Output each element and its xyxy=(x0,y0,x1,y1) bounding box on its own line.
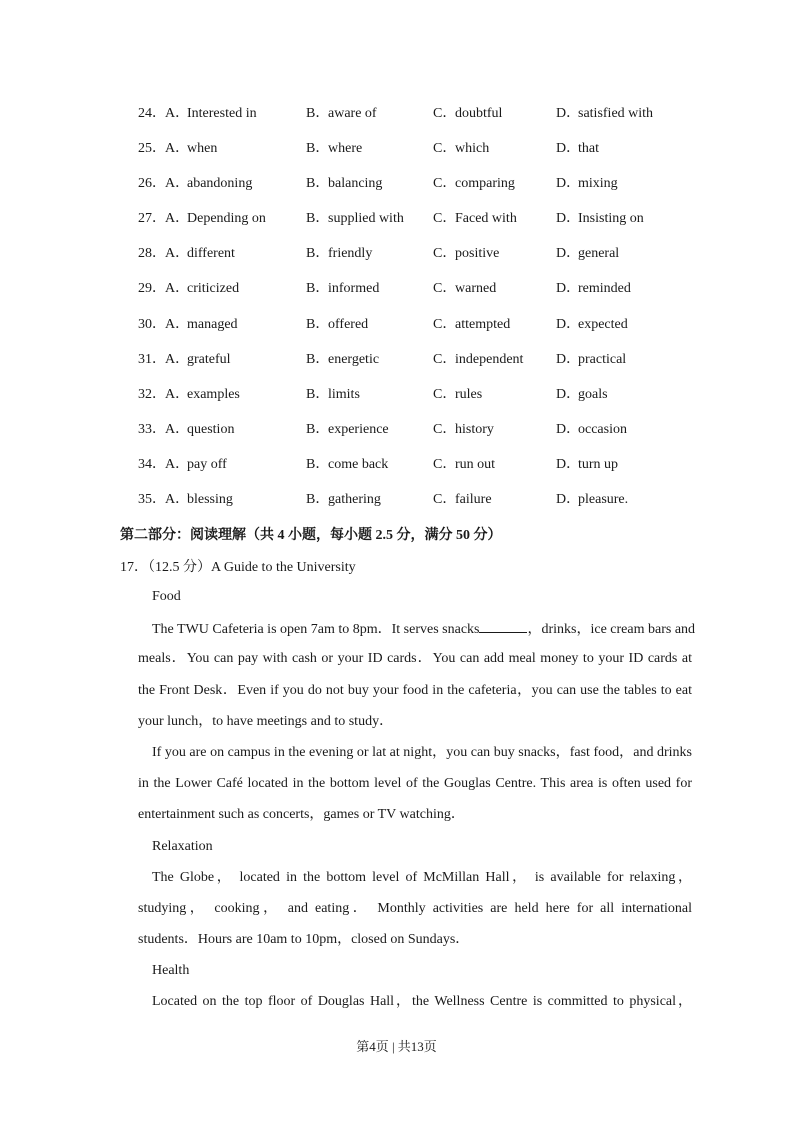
option-c: C．warned xyxy=(433,281,497,297)
option-a: A．Interested in xyxy=(165,106,257,121)
passage-line: students．Hours are 10am to 10pm，closed on Sundays． xyxy=(138,932,470,948)
option-row xyxy=(138,315,758,350)
question-number: 32． xyxy=(138,386,166,402)
option-b: B．where xyxy=(306,141,363,157)
option-d: D．pleasure. xyxy=(556,492,629,508)
passage-line: your lunch，to have meetings and to study． xyxy=(138,713,394,729)
option-a: A．managed xyxy=(165,316,238,332)
option-row xyxy=(138,350,758,385)
option-a: A．when xyxy=(165,141,218,157)
option-a: A．pay off xyxy=(165,456,227,472)
question-number: 28． xyxy=(138,246,166,262)
option-d: D．that xyxy=(556,141,599,157)
passage-line: the Front Desk．Even if you do not buy your food in the cafeteria，you can use the tables to eat xyxy=(138,682,692,698)
option-row xyxy=(138,490,758,525)
option-c: C．rules xyxy=(433,386,483,402)
option-c: C．doubtful xyxy=(433,106,503,121)
option-d: D．reminded xyxy=(556,281,631,297)
option-row xyxy=(138,209,758,244)
question-number: 29． xyxy=(138,281,166,297)
option-c: C．comparing xyxy=(433,176,515,192)
subheading-relaxation: Relaxation xyxy=(152,838,213,854)
question-number: 34． xyxy=(138,456,166,472)
question-number: 33． xyxy=(138,421,166,437)
option-c: C．positive xyxy=(433,246,500,262)
option-d: D．satisfied with xyxy=(556,106,654,121)
option-b: B．come back xyxy=(306,456,389,472)
option-c: C．history xyxy=(433,421,494,437)
option-row xyxy=(138,139,758,174)
option-row xyxy=(138,279,758,314)
question-number: 24． xyxy=(138,106,166,121)
option-b: B．limits xyxy=(306,386,360,402)
option-a: A．blessing xyxy=(165,492,233,508)
page-footer: 第4页 | 共13页 xyxy=(356,1039,437,1054)
option-d: D．expected xyxy=(556,316,628,332)
option-b: B．offered xyxy=(306,316,369,332)
option-row xyxy=(138,174,758,209)
option-a: A．grateful xyxy=(165,351,231,367)
option-b: B．experience xyxy=(306,421,389,437)
option-row xyxy=(138,455,758,490)
question-heading: 17．（12.5 分）A Guide to the University xyxy=(120,560,356,575)
answer-options xyxy=(138,104,758,525)
subheading-health: Health xyxy=(152,963,190,979)
option-c: C．which xyxy=(433,141,490,157)
passage-line: entertainment such as concerts，games or TV watching． xyxy=(138,807,465,823)
option-d: D．turn up xyxy=(556,456,619,472)
option-d: D．general xyxy=(556,246,620,262)
option-d: D．goals xyxy=(556,386,608,402)
option-b: B．balancing xyxy=(306,176,383,192)
option-a: A．Depending on xyxy=(165,211,266,227)
option-b: B．friendly xyxy=(306,246,373,262)
passage-line: in the Lower Café located in the bottom level of the Gouglas Centre. This area is often used for xyxy=(138,776,692,792)
option-a: A．abandoning xyxy=(165,176,253,192)
option-b: B．gathering xyxy=(306,492,381,508)
option-d: D．Insisting on xyxy=(556,211,644,227)
passage-line: studying， cooking， and eating． Monthly activities are held here for all international xyxy=(138,900,692,916)
option-a: A．examples xyxy=(165,386,240,402)
passage-line: Located on the top floor of Douglas Hall，the Wellness Centre is committed to physical， xyxy=(152,994,692,1010)
question-number: 35． xyxy=(138,492,166,508)
option-b: B．aware of xyxy=(306,106,377,121)
option-b: B．informed xyxy=(306,281,380,297)
option-a: A．different xyxy=(165,246,235,262)
option-d: D．mixing xyxy=(556,176,618,192)
option-b: B．supplied with xyxy=(306,211,404,227)
question-number: 27． xyxy=(138,211,166,227)
option-row xyxy=(138,244,758,279)
subheading-food: Food xyxy=(152,589,181,604)
passage-line: meals．You can pay with cash or your ID cards．You can add meal money to your ID cards at xyxy=(138,651,692,667)
section-heading: 第二部分：阅读理解（共 4 小题，每小题 2.5 分，满分 50 分） xyxy=(120,528,502,543)
option-c: C．attempted xyxy=(433,316,511,332)
option-c: C．failure xyxy=(433,492,492,508)
option-row xyxy=(138,104,758,139)
option-a: A．criticized xyxy=(165,281,240,297)
reading-passage xyxy=(138,587,696,1024)
question-number: 26． xyxy=(138,176,166,192)
option-a: A．question xyxy=(165,421,235,437)
question-number: 31． xyxy=(138,351,166,367)
passage-line: The Globe， located in the bottom level of McMillan Hall， is available for relaxing， xyxy=(152,869,692,885)
option-c: C．Faced with xyxy=(433,211,517,227)
option-b: B．energetic xyxy=(306,351,380,367)
option-c: C．run out xyxy=(433,456,496,472)
passage-line: The TWU Cafeteria is open 7am to 8pm．It serves snacks ，drinks，ice cream bars and xyxy=(138,618,692,649)
question-number: 30． xyxy=(138,316,166,332)
passage-line: If you are on campus in the evening or lat at night，you can buy snacks，fast food，and drinks xyxy=(152,744,692,760)
answer-blank xyxy=(479,618,527,633)
option-c: C．independent xyxy=(433,351,524,367)
option-row xyxy=(138,385,758,420)
option-d: D．practical xyxy=(556,351,627,367)
option-row xyxy=(138,420,758,455)
option-d: D．occasion xyxy=(556,421,627,437)
question-number: 25． xyxy=(138,141,166,157)
